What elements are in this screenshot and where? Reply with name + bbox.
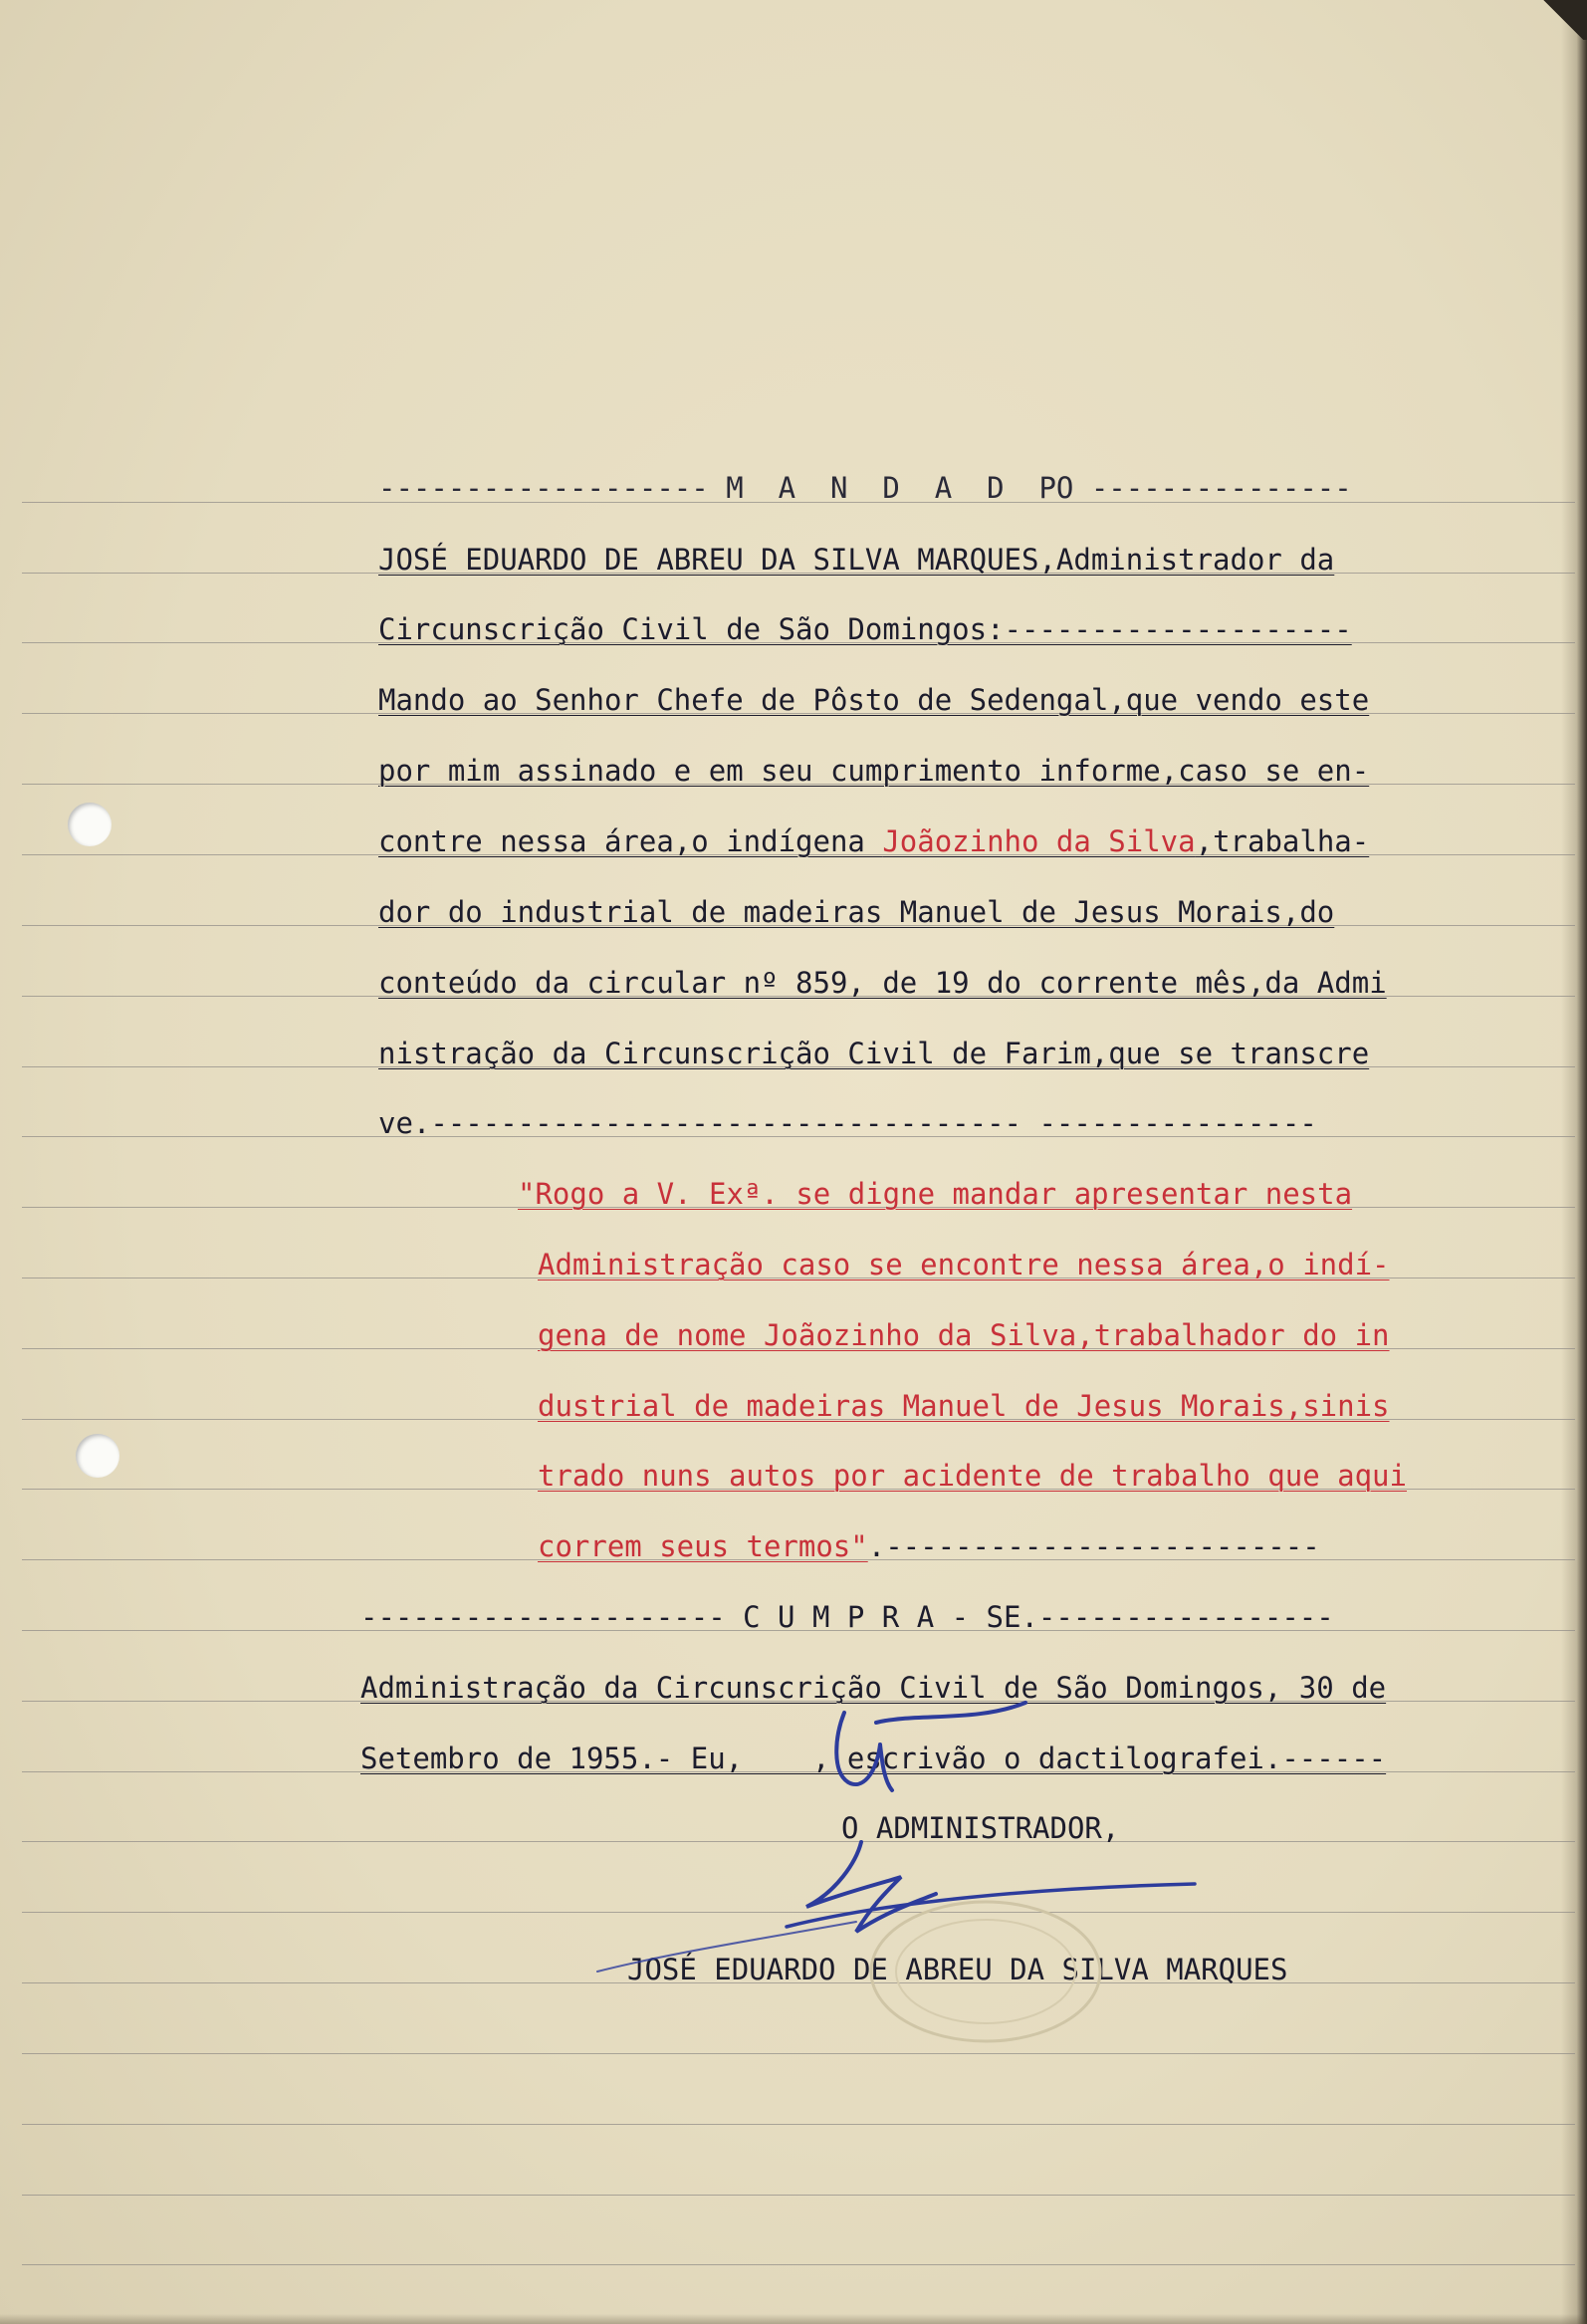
administrator-signature-icon (558, 1822, 1205, 1981)
body-line-2: Circunscrição Civil de São Domingos:-------------------- (378, 612, 1352, 646)
folded-corner (1539, 0, 1587, 40)
signatory-name: JOSÉ EDUARDO DE ABREU DA SILVA MARQUES (627, 1953, 1288, 1986)
quote-line-6 (538, 1529, 1320, 1563)
body-line-5 (378, 824, 1369, 858)
quote-line-1: "Rogo a V. Exª. se digne mandar apresentar nesta (518, 1177, 1353, 1211)
ruled-line (22, 2053, 1575, 2054)
quote-line-4: dustrial de madeiras Manuel de Jesus Morais,sinis (538, 1389, 1390, 1423)
body-line-3: Mando ao Senhor Chefe de Pôsto de Sedengal,que vendo este (378, 683, 1370, 717)
ruled-line (22, 2124, 1575, 2125)
quote-line-6-text: correm seus termos" (538, 1529, 868, 1563)
quote-line-5: trado nuns autos por acidente de trabalho que aqui (538, 1459, 1407, 1493)
quote-line-2: Administração caso se encontre nessa área,o indí- (538, 1248, 1390, 1281)
body-line-4: por mim assinado e em seu cumprimento informe,caso se en- (378, 754, 1370, 788)
body-line-8: nistração da Circunscrição Civil de Farim,que se transcre (378, 1037, 1370, 1070)
quote-line-3: gena de nome Joãozinho da Silva,trabalhador do in (538, 1318, 1390, 1352)
body-line-5-start: contre nessa área,o indígena (378, 824, 883, 858)
clerk-signature-icon (796, 1683, 1125, 1812)
closing-line-2: Setembro de 1955.- Eu, , escrivão o dactilografei.------ (360, 1742, 1387, 1775)
page-edge-shadow (1561, 0, 1587, 2324)
signatory-title: O ADMINISTRADOR, (841, 1811, 1120, 1845)
quote-line-6-dashes: .------------------------- (867, 1529, 1320, 1563)
body-line-6: dor do industrial de madeiras Manuel de Jesus Morais,do (378, 895, 1335, 929)
body-line-7: conteúdo da circular nº 859, de 19 do corrente mês,da Admi (378, 966, 1387, 1000)
worker-name: Joãozinho da Silva (882, 824, 1196, 858)
body-line-9: ve.---------------------------------- ---------------- (378, 1106, 1317, 1140)
punch-hole (68, 803, 112, 846)
punch-hole (76, 1434, 119, 1478)
document-title: ------------------- M A N D A D PO --------------- (378, 471, 1352, 505)
body-line-1: JOSÉ EDUARDO DE ABREU DA SILVA MARQUES,Administrador da (378, 543, 1335, 577)
closing-line-1: Administração da Circunscrição Civil de São Domingos, 30 de (360, 1671, 1387, 1705)
page-bottom-shadow (0, 2314, 1587, 2324)
ruled-line (22, 2195, 1575, 2196)
body-line-5-end: ,trabalha- (1195, 824, 1370, 858)
cumpra-se-line: --------------------- C U M P R A - SE.----------------- (360, 1600, 1334, 1634)
ruled-line (22, 2264, 1575, 2265)
